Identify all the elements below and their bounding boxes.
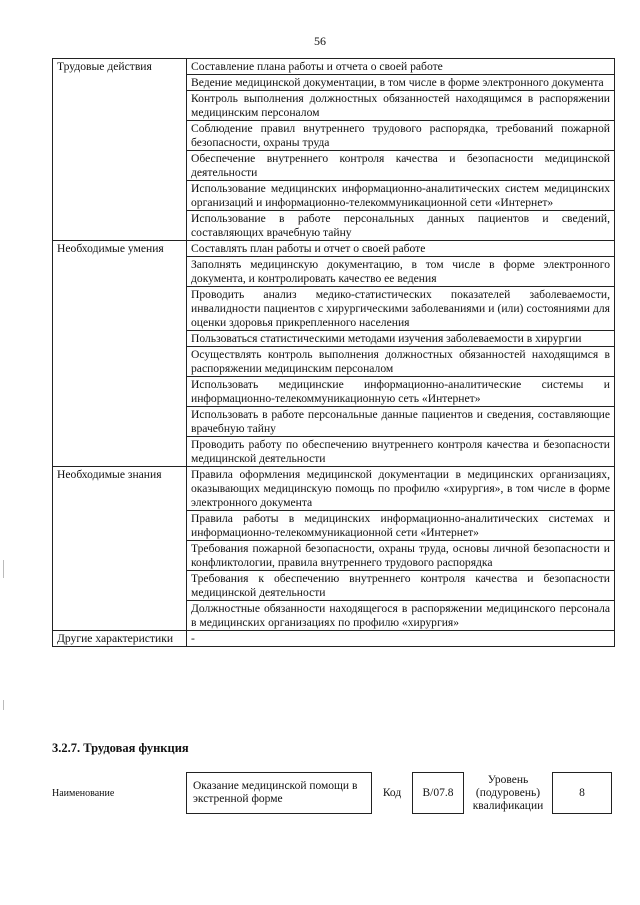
page-number: 56 bbox=[314, 34, 326, 48]
row-label: Необходимые умения bbox=[53, 241, 187, 467]
table-row bbox=[53, 241, 615, 257]
function-name-label: Наименование bbox=[52, 788, 115, 799]
function-table bbox=[186, 772, 612, 814]
level-value: 8 bbox=[553, 773, 612, 814]
table-cell: Пользоваться статистическими методами изучения заболеваемости в хирургии bbox=[187, 331, 615, 347]
table-cell: Использовать медицинские информационно-аналитические системы и информационно-телекоммуникационную сеть «Интернет» bbox=[187, 377, 615, 407]
table-cell: - bbox=[187, 631, 615, 647]
table-cell: Проводить анализ медико-статистических показателей заболеваемости, инвалидности пациентов с хирургическими заболеваниями и (или) состояниями для оценки здоровья прикрепленного населения bbox=[187, 287, 615, 331]
table-cell: Проводить работу по обеспечению внутреннего контроля качества и безопасности медицинской деятельности bbox=[187, 437, 615, 467]
table-cell: Требования к обеспечению внутреннего контроля качества и безопасности медицинской деятельности bbox=[187, 571, 615, 601]
table-cell: Ведение медицинской документации, в том числе в форме электронного документа bbox=[187, 75, 615, 91]
table-row bbox=[53, 59, 615, 75]
table-cell: Использование медицинских информационно-аналитических систем медицинских организаций и информационно-телекоммуникационной сети «Интернет» bbox=[187, 181, 615, 211]
table-cell: Использовать в работе персональные данные пациентов и сведения, составляющие врачебную тайну bbox=[187, 407, 615, 437]
code-value: B/07.8 bbox=[413, 773, 464, 814]
table-row bbox=[53, 631, 615, 647]
row-label: Необходимые знания bbox=[53, 467, 187, 631]
level-label: Уровень (подуровень) квалификации bbox=[472, 773, 544, 812]
row-label: Другие характеристики bbox=[53, 631, 187, 647]
row-label: Трудовые действия bbox=[53, 59, 187, 241]
table-cell: Контроль выполнения должностных обязанностей находящимся в распоряжении медицинским персоналом bbox=[187, 91, 615, 121]
table-cell: Соблюдение правил внутреннего трудового распорядка, требований пожарной безопасности, охраны труда bbox=[187, 121, 615, 151]
table-cell: Составление плана работы и отчета о своей работе bbox=[187, 59, 615, 75]
table-cell: Заполнять медицинскую документацию, в том числе в форме электронного документа, и контролировать качество ее ведения bbox=[187, 257, 615, 287]
competency-table bbox=[52, 58, 615, 647]
scan-mark bbox=[3, 560, 4, 578]
table-cell: Обеспечение внутреннего контроля качества и безопасности медицинской деятельности bbox=[187, 151, 615, 181]
table-cell: Использование в работе персональных данных пациентов и сведений, составляющих врачебную тайну bbox=[187, 211, 615, 241]
table-cell: Составлять план работы и отчет о своей работе bbox=[187, 241, 615, 257]
table-cell: Правила работы в медицинских информационно-аналитических системах и информационно-телекоммуникационной сети «Интернет» bbox=[187, 511, 615, 541]
table-cell: Правила оформления медицинской документации в медицинских организациях, оказывающих медицинскую помощь по профилю «хирургия», в том числе в форме электронного документа bbox=[187, 467, 615, 511]
table-row bbox=[53, 467, 615, 511]
table-cell: Требования пожарной безопасности, охраны труда, основы личной безопасности и конфликтологии, правила внутреннего трудового распорядка bbox=[187, 541, 615, 571]
table-cell: Должностные обязанности находящегося в распоряжении медицинского персонала в медицинских организациях по профилю «хирургия» bbox=[187, 601, 615, 631]
table-cell: Осуществлять контроль выполнения должностных обязанностей находящимся в распоряжении медицинским персоналом bbox=[187, 347, 615, 377]
code-label: Код bbox=[382, 786, 402, 799]
function-name: Оказание медицинской помощи в экстренной форме bbox=[187, 773, 372, 814]
section-heading: 3.2.7. Трудовая функция bbox=[52, 741, 189, 755]
scan-mark bbox=[3, 700, 4, 710]
